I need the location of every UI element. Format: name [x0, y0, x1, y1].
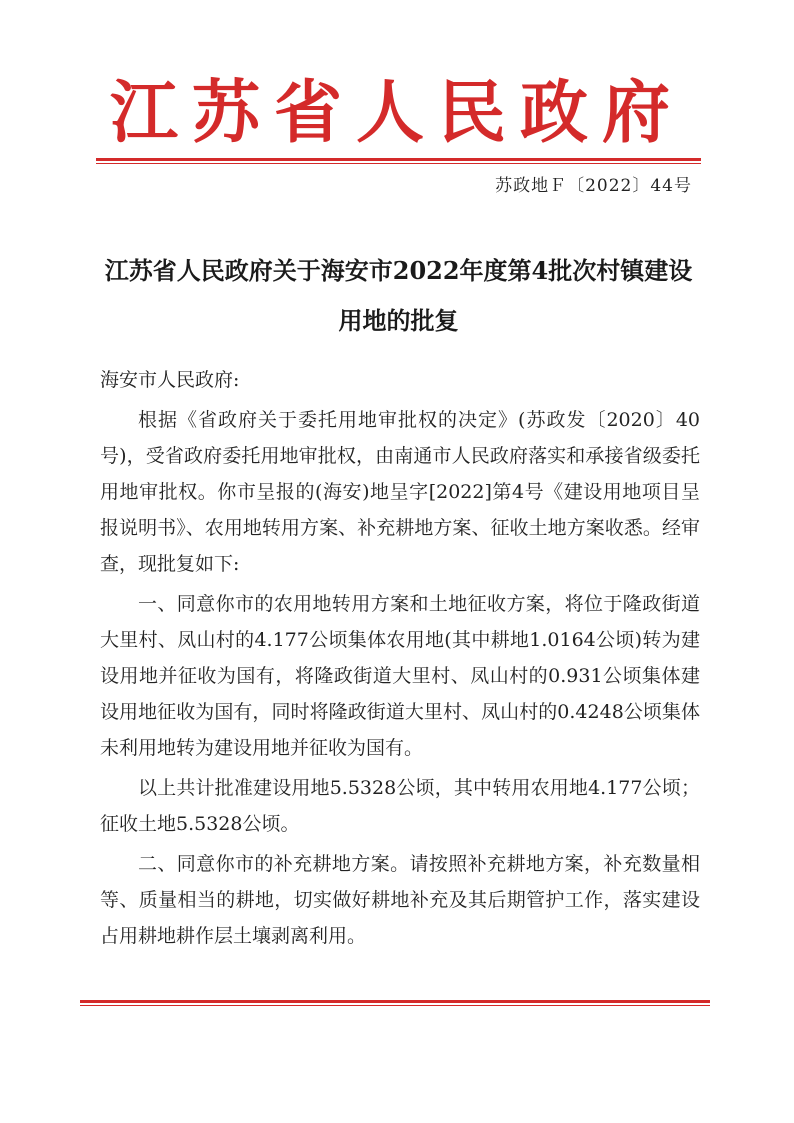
document-body	[100, 362, 700, 954]
document-title: 江苏省人民政府关于海安市2022年度第4批次村镇建设用地的批复	[104, 256, 693, 335]
footer-red-rule-thin	[80, 1005, 710, 1006]
footer-red-rule	[80, 1000, 710, 1003]
issuer-header: 江苏省人民政府	[109, 73, 684, 153]
body-paragraph: 一、同意你市的农用地转用方案和土地征收方案，将位于隆政街道大里村、凤山村的4.177公顷集体农用地(其中耕地1.0164公顷)转为建设用地并征收为国有，将隆政街道大里村、凤山村的0.931公顷集体建设用地征收为国有，同时将隆政街道大里村、凤山村的0.4248公顷集体未利用地转为建设用地并征收为国有。	[100, 593, 700, 759]
header-red-rule-thin	[96, 163, 701, 164]
header-red-rule	[96, 158, 701, 161]
body-paragraph: 二、同意你市的补充耕地方案。请按照补充耕地方案，补充数量相等、质量相当的耕地，切实做好耕地补充及其后期管护工作，落实建设占用耕地耕作层土壤剥离利用。	[100, 853, 700, 947]
salutation: 海安市人民政府:	[100, 369, 240, 391]
document-number: 苏政地Ｆ〔2022〕44号	[495, 176, 692, 196]
body-paragraph: 根据《省政府关于委托用地审批权的决定》(苏政发〔2020〕40号)，受省政府委托用地审批权，由南通市人民政府落实和承接省级委托用地审批权。你市呈报的(海安)地呈字[2022]第4号《建设用地项目呈报说明书》、农用地转用方案、补充耕地方案、征收土地方案收悉。经审查，现批复如下:	[100, 409, 700, 575]
body-paragraph: 以上共计批准建设用地5.5328公顷，其中转用农用地4.177公顷；征收土地5.5328公顷。	[100, 777, 700, 835]
